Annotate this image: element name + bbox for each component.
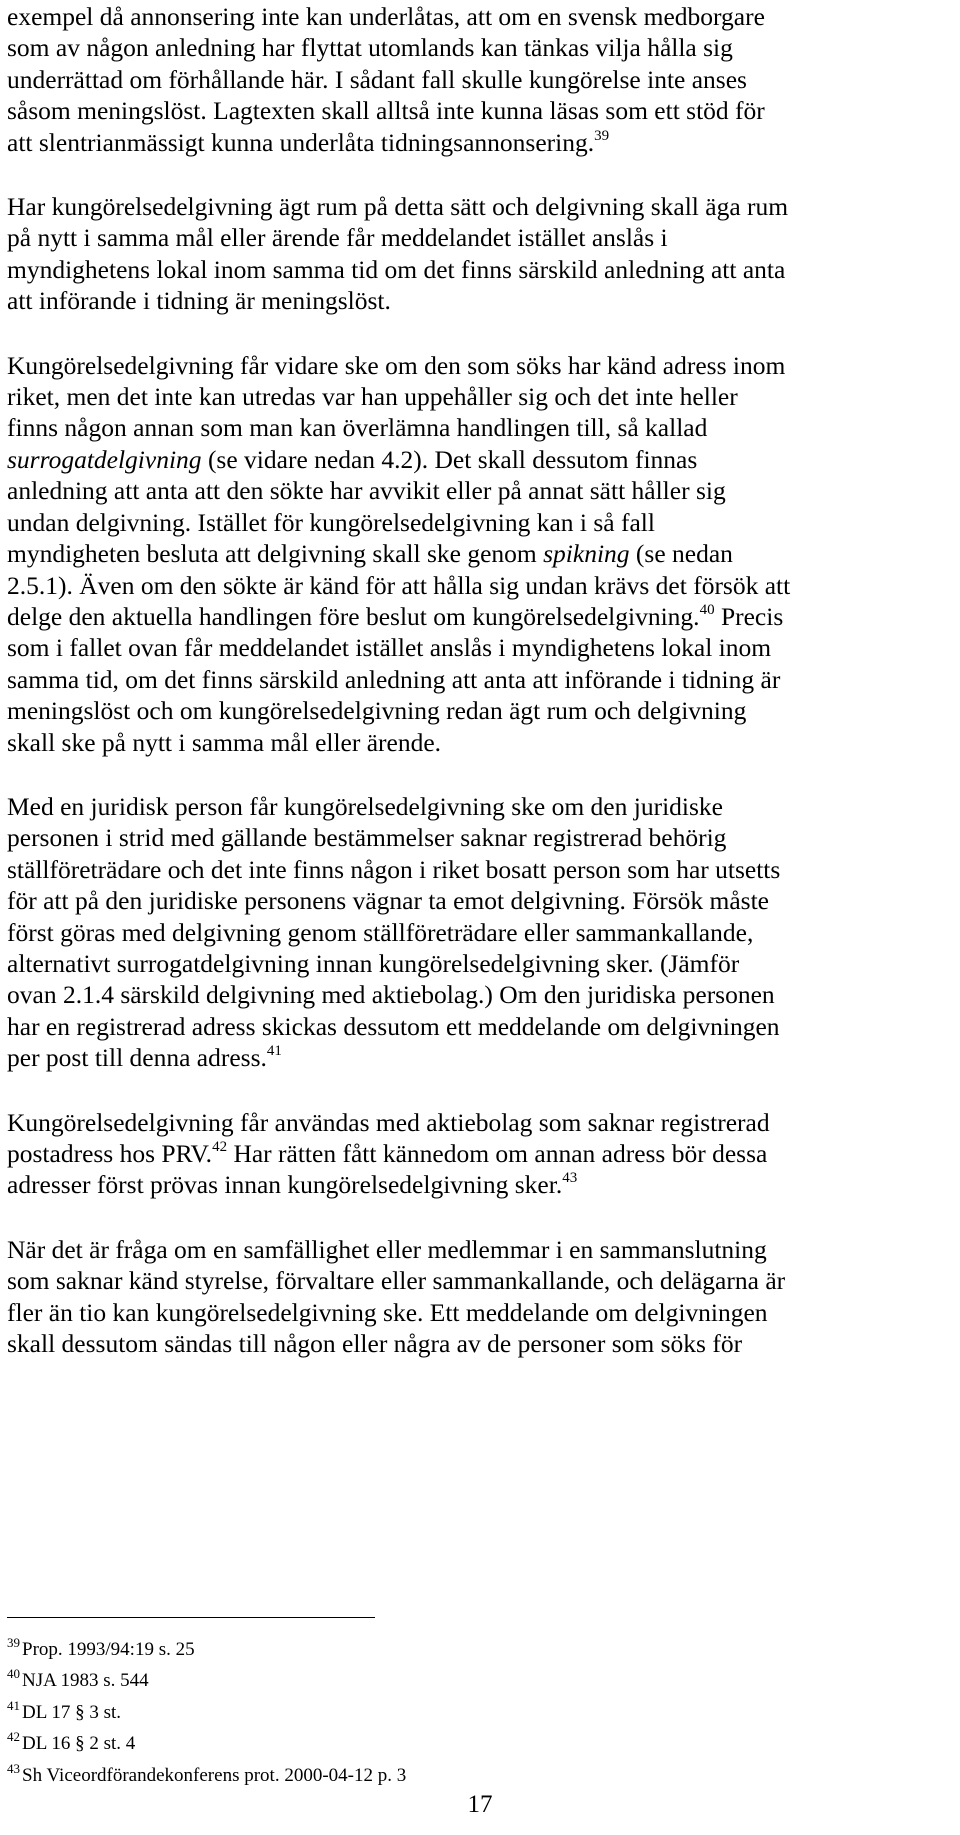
text-segment: Har rätten fått kännedom om annan adress bör dessa bbox=[227, 1139, 768, 1168]
footnote-reference[interactable]: 39 bbox=[594, 127, 610, 144]
footnote-text: NJA 1983 s. 544 bbox=[22, 1670, 149, 1692]
footnote bbox=[7, 1760, 707, 1791]
text-segment: skall ske på nytt i samma mål eller ärende. bbox=[7, 727, 442, 757]
footnote-number: 40 bbox=[7, 1666, 20, 1682]
text-segment: myndighetens lokal inom samma tid om det finns särskild anledning att anta bbox=[7, 254, 786, 284]
paragraph bbox=[7, 350, 947, 758]
text-line bbox=[7, 695, 947, 726]
footnote-reference[interactable]: 42 bbox=[212, 1139, 228, 1155]
footnote-text: DL 16 § 2 st. 4 bbox=[22, 1733, 136, 1755]
text-segment: som av någon anledning har flyttat utomlands kan tänkas vilja hålla sig bbox=[7, 33, 733, 63]
text-segment: undan delgivning. Istället för kungörelsedelgivning kan i så fall bbox=[7, 507, 655, 537]
text-line bbox=[7, 917, 947, 948]
text-line bbox=[7, 507, 947, 538]
paragraph bbox=[7, 1107, 947, 1201]
text-line bbox=[7, 538, 947, 569]
footnote-reference[interactable]: 40 bbox=[699, 601, 715, 618]
footnotes bbox=[7, 1634, 707, 1791]
text-segment: personen i strid med gällande bestämmelser saknar registrerad behörig bbox=[7, 823, 727, 853]
text-line bbox=[7, 64, 947, 95]
text-line bbox=[7, 948, 947, 979]
text-line bbox=[7, 632, 947, 663]
text-line bbox=[7, 822, 947, 853]
text-segment: (se nedan bbox=[629, 539, 733, 569]
text-segment: Precis bbox=[714, 601, 784, 631]
paragraph bbox=[7, 191, 947, 317]
text-line bbox=[7, 727, 947, 758]
text-line bbox=[7, 791, 947, 822]
text-line bbox=[7, 1265, 947, 1296]
text-segment: såsom meningslöst. Lagtexten skall alltså inte kunna läsas som ett stöd för bbox=[7, 96, 765, 126]
footnote-text: DL 17 § 3 st. bbox=[22, 1701, 122, 1723]
text-segment: samma tid, om det finns särskild anledning att anta att införande i tidning är bbox=[7, 664, 781, 694]
text-segment: anledning att anta att den sökte har avvikit eller på annat sätt håller sig bbox=[7, 476, 726, 506]
text-segment: har en registrerad adress skickas dessutom ett meddelande om delgivningen bbox=[7, 1011, 780, 1041]
footnote-reference[interactable]: 43 bbox=[562, 1170, 578, 1187]
text-segment: delge den aktuella handlingen före beslut om kungörelsedelgivning. bbox=[7, 601, 700, 631]
text-line bbox=[7, 95, 947, 126]
footnote-text: Sh Viceordförandekonferens prot. 2000-04-12 p. 3 bbox=[22, 1764, 407, 1786]
text-segment: först göras med delgivning genom ställföreträdare eller sammankallande, bbox=[7, 917, 754, 947]
text-line bbox=[7, 1138, 947, 1169]
footnote bbox=[7, 1728, 707, 1759]
footnote bbox=[7, 1665, 707, 1696]
footnote-separator bbox=[7, 1617, 375, 1618]
text-segment: ställföreträdare och det inte finns någon i riket bosatt person som har utsetts bbox=[7, 854, 781, 884]
text-segment: skall dessutom sändas till någon eller några av de personer som söks för bbox=[7, 1329, 743, 1359]
text-segment: Med en juridisk person får kungörelsedelgivning ske om den juridiske bbox=[7, 791, 723, 821]
text-segment: Har kungörelsedelgivning ägt rum på detta sätt och delgivning skall äga rum bbox=[7, 192, 789, 222]
text-segment: för att på den juridiske personens vägnar ta emot delgivning. Försök måste bbox=[7, 886, 769, 916]
text-line bbox=[7, 1107, 947, 1138]
paragraph bbox=[7, 1234, 947, 1360]
text-line bbox=[7, 191, 947, 222]
text-line bbox=[7, 1297, 947, 1328]
text-line bbox=[7, 444, 947, 475]
footnote-number: 42 bbox=[7, 1729, 20, 1745]
text-line bbox=[7, 1011, 947, 1042]
text-line bbox=[7, 475, 947, 506]
text-segment: När det är fråga om en samfällighet eller medlemmar i en sammanslutning bbox=[7, 1234, 767, 1264]
text-segment: Kungörelsedelgivning får vidare ske om den som söks har känd adress inom bbox=[7, 350, 786, 380]
text-line bbox=[7, 32, 947, 63]
footnote bbox=[7, 1697, 707, 1728]
footnote-number: 43 bbox=[7, 1760, 20, 1776]
page-number: 17 bbox=[467, 1791, 493, 1818]
text-line bbox=[7, 254, 947, 285]
text-segment: som saknar känd styrelse, förvaltare eller sammankallande, och delägarna är bbox=[7, 1266, 786, 1296]
paragraph bbox=[7, 791, 947, 1074]
text-segment: riket, men det inte kan utredas var han uppehåller sig och det inte heller bbox=[7, 382, 738, 412]
text-segment: underrättad om förhållande här. I sådant fall skulle kungörelse inte anses bbox=[7, 64, 747, 94]
footnote-number: 39 bbox=[7, 1635, 20, 1650]
text-segment: ovan 2.1.4 särskild delgivning med aktiebolag.) Om den juridiska personen bbox=[7, 980, 775, 1010]
footnote bbox=[7, 1634, 707, 1665]
footnote-text: Prop. 1993/94:19 s. 25 bbox=[22, 1639, 195, 1660]
text-segment: myndigheten besluta att delgivning skall ske genom bbox=[7, 539, 544, 569]
text-segment: fler än tio kan kungörelsedelgivning ske. Ett meddelande om delgivningen bbox=[7, 1297, 768, 1327]
footnote-reference[interactable]: 41 bbox=[266, 1043, 282, 1060]
text-segment: exempel då annonsering inte kan underlåtas, att om en svensk medborgare bbox=[7, 2, 765, 31]
text-line bbox=[7, 1328, 947, 1359]
text-line bbox=[7, 285, 947, 316]
body-text bbox=[7, 0, 947, 1359]
text-line bbox=[7, 127, 947, 158]
paragraph bbox=[7, 1, 947, 158]
text-segment: att införande i tidning är meningslöst. bbox=[7, 286, 391, 316]
text-segment: på nytt i samma mål eller ärende får meddelandet istället anslås i bbox=[7, 223, 668, 253]
text-line bbox=[7, 381, 947, 412]
text-segment: per post till denna adress. bbox=[7, 1043, 267, 1073]
text-line bbox=[7, 1169, 947, 1200]
text-line bbox=[7, 1042, 947, 1073]
text-line bbox=[7, 1, 947, 32]
text-segment: meningslöst och om kungörelsedelgivning redan ägt rum och delgivning bbox=[7, 696, 747, 726]
italic-term: surrogatdelgivning bbox=[7, 444, 202, 474]
text-line bbox=[7, 664, 947, 695]
text-line bbox=[7, 979, 947, 1010]
text-segment: finns någon annan som man kan överlämna handlingen till, så kallad bbox=[7, 413, 708, 443]
text-segment: (se vidare nedan 4.2). Det skall dessutom finnas bbox=[201, 444, 698, 474]
text-line bbox=[7, 1234, 947, 1265]
text-line bbox=[7, 222, 947, 253]
text-segment: som i fallet ovan får meddelandet istället anslås i myndighetens lokal inom bbox=[7, 633, 772, 663]
text-line bbox=[7, 570, 947, 601]
text-segment: Kungörelsedelgivning får användas med aktiebolag som saknar registrerad bbox=[7, 1107, 770, 1137]
text-line bbox=[7, 885, 947, 916]
italic-term: spikning bbox=[543, 539, 630, 569]
text-line bbox=[7, 412, 947, 443]
text-segment: 2.5.1). Även om den sökte är känd för att hålla sig undan krävs det försök att bbox=[7, 570, 791, 600]
text-segment: postadress hos PRV. bbox=[7, 1139, 213, 1168]
text-segment: att slentrianmässigt kunna underlåta tidningsannonsering. bbox=[7, 127, 595, 157]
text-segment: alternativt surrogatdelgivning innan kungörelsedelgivning sker. (Jämför bbox=[7, 948, 740, 978]
text-line bbox=[7, 601, 947, 632]
text-line bbox=[7, 854, 947, 885]
footnote-number: 41 bbox=[7, 1697, 20, 1713]
text-line bbox=[7, 350, 947, 381]
text-segment: adresser först prövas innan kungörelsedelgivning sker. bbox=[7, 1170, 563, 1200]
